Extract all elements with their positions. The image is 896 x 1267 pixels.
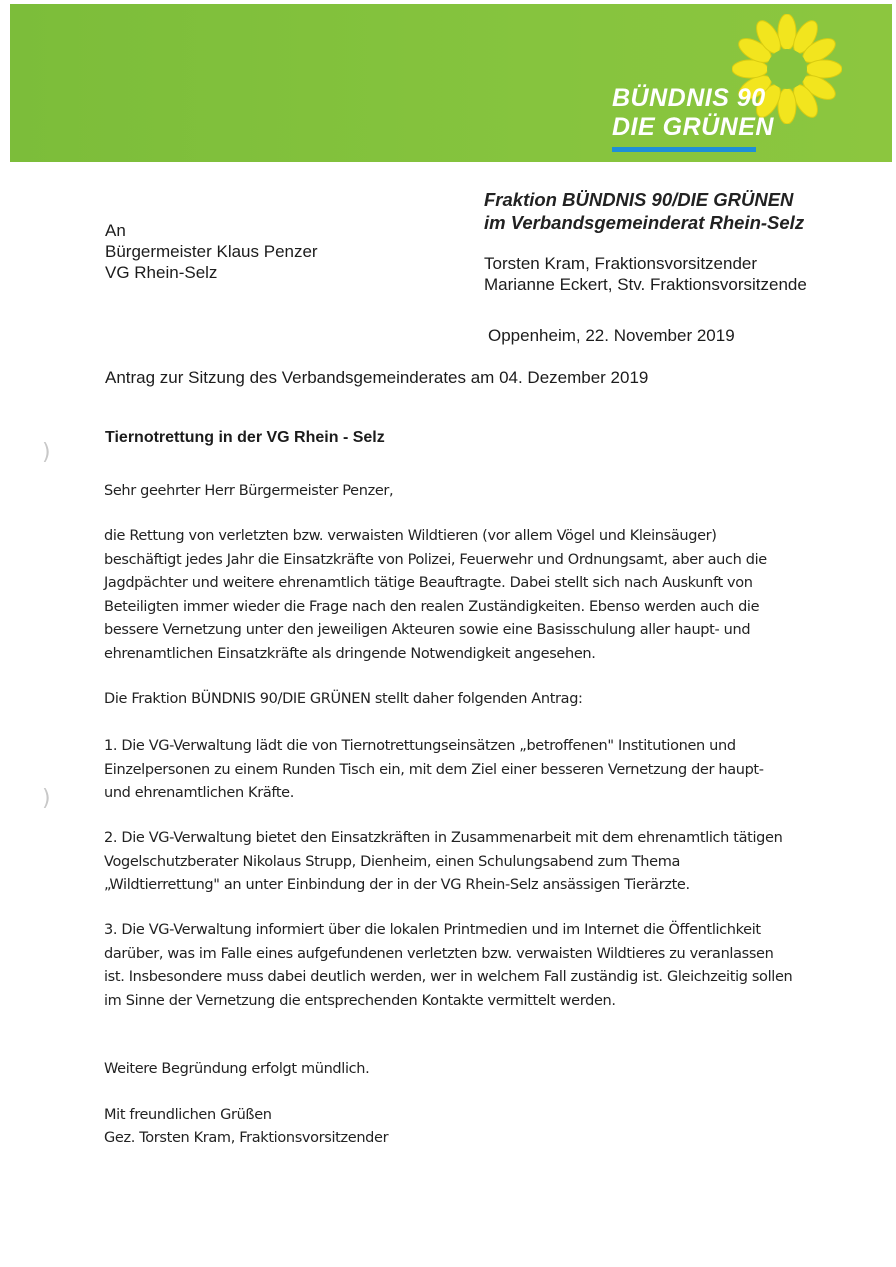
leader1: Torsten Kram, Fraktionsvorsitzender: [484, 254, 758, 273]
logo-line1: BÜNDNIS 90: [612, 84, 766, 112]
fraktion-line2: im Verbandsgemeinderat Rhein-Selz: [484, 212, 805, 233]
logo-line2: DIE GRÜNEN: [612, 113, 774, 141]
header-band: [10, 4, 892, 162]
signature-line: Gez. Torsten Kram, Fraktionsvorsitzender: [104, 1130, 389, 1146]
motion-intro: Die Fraktion BÜNDNIS 90/DIE GRÜNEN stellt daher folgenden Antrag:: [104, 691, 583, 707]
recipient-line1: An: [105, 221, 126, 240]
recipient-address: [105, 220, 318, 283]
sender-leaders: [484, 253, 807, 295]
intro-paragraph: die Rettung von verletzten bzw. verwaisten Wildtieren (vor allem Vögel und Kleinsäuger) beschäftigt jedes Jahr die Einsatzkräfte von Polizei, Feuerwehr und Ordnungsamt, aber auch die Jagdpächter und weitere ehrenamtlich tätige Beauftragte. Dabei stellt sich nach Auskunft von Beteiligten immer wieder die Frage nach den realen Zuständigkeiten. Ebenso werden auch die bessere Vernetzung unter den jeweiligen Akteuren sowie eine Basisschulung aller haupt- und ehrenamtlichen Einsatzkräfte als dringende Notwendigkeit angesehen.: [104, 528, 767, 662]
recipient-line2: Bürgermeister Klaus Penzer: [105, 242, 318, 261]
salutation: Sehr geehrter Herr Bürgermeister Penzer,: [104, 483, 394, 499]
recipient-line3: VG Rhein-Selz: [105, 263, 218, 282]
leader2: Marianne Eckert, Stv. Fraktionsvorsitzende: [484, 275, 807, 294]
punch-hole-mark: ): [42, 786, 51, 811]
letter-date: Oppenheim, 22. November 2019: [488, 326, 735, 345]
letter-subject: Tiernotrettung in der VG Rhein - Selz: [105, 429, 385, 446]
fraktion-line1: Fraktion BÜNDNIS 90/DIE GRÜNEN: [484, 189, 794, 210]
antrag-line: Antrag zur Sitzung des Verbandsgemeinderates am 04. Dezember 2019: [105, 368, 649, 387]
regards-line: Mit freundlichen Grüßen: [104, 1107, 272, 1123]
motion-item-2: 2. Die VG-Verwaltung bietet den Einsatzkräften in Zusammenarbeit mit dem ehrenamtlich tätigen Vogelschutzberater Nikolaus Strupp, Dienheim, einen Schulungsabend zum Thema „Wildtierrettung" an unter Einbindung der in der VG Rhein-Selz ansässigen Tierärzte.: [104, 830, 783, 893]
closing-line: Weitere Begründung erfolgt mündlich.: [104, 1061, 370, 1077]
sender-fraktion: [484, 188, 804, 234]
logo-text: [612, 84, 774, 142]
punch-hole-mark: ): [42, 440, 51, 465]
motion-item-3: 3. Die VG-Verwaltung informiert über die lokalen Printmedien und im Internet die Öffentlichkeit darüber, was im Falle eines aufgefundenen verletzten bzw. verwaisten Wildtieres zu veranlassen ist. Insbesondere muss dabei deutlich werden, wer in welchem Fall zuständig ist. Gleichzeitig sollen im Sinne der Vernetzung die entsprechenden Kontakte vermittelt werden.: [104, 922, 793, 1009]
motion-item-1: 1. Die VG-Verwaltung lädt die von Tiernotrettungseinsätzen „betroffenen" Institutionen und Einzelpersonen zu einem Runden Tisch ein, mit dem Ziel einer besseren Vernetzung der haupt- und ehrenamtlichen Kräfte.: [104, 738, 764, 801]
party-logo: [612, 22, 852, 162]
logo-underline: [612, 147, 756, 152]
